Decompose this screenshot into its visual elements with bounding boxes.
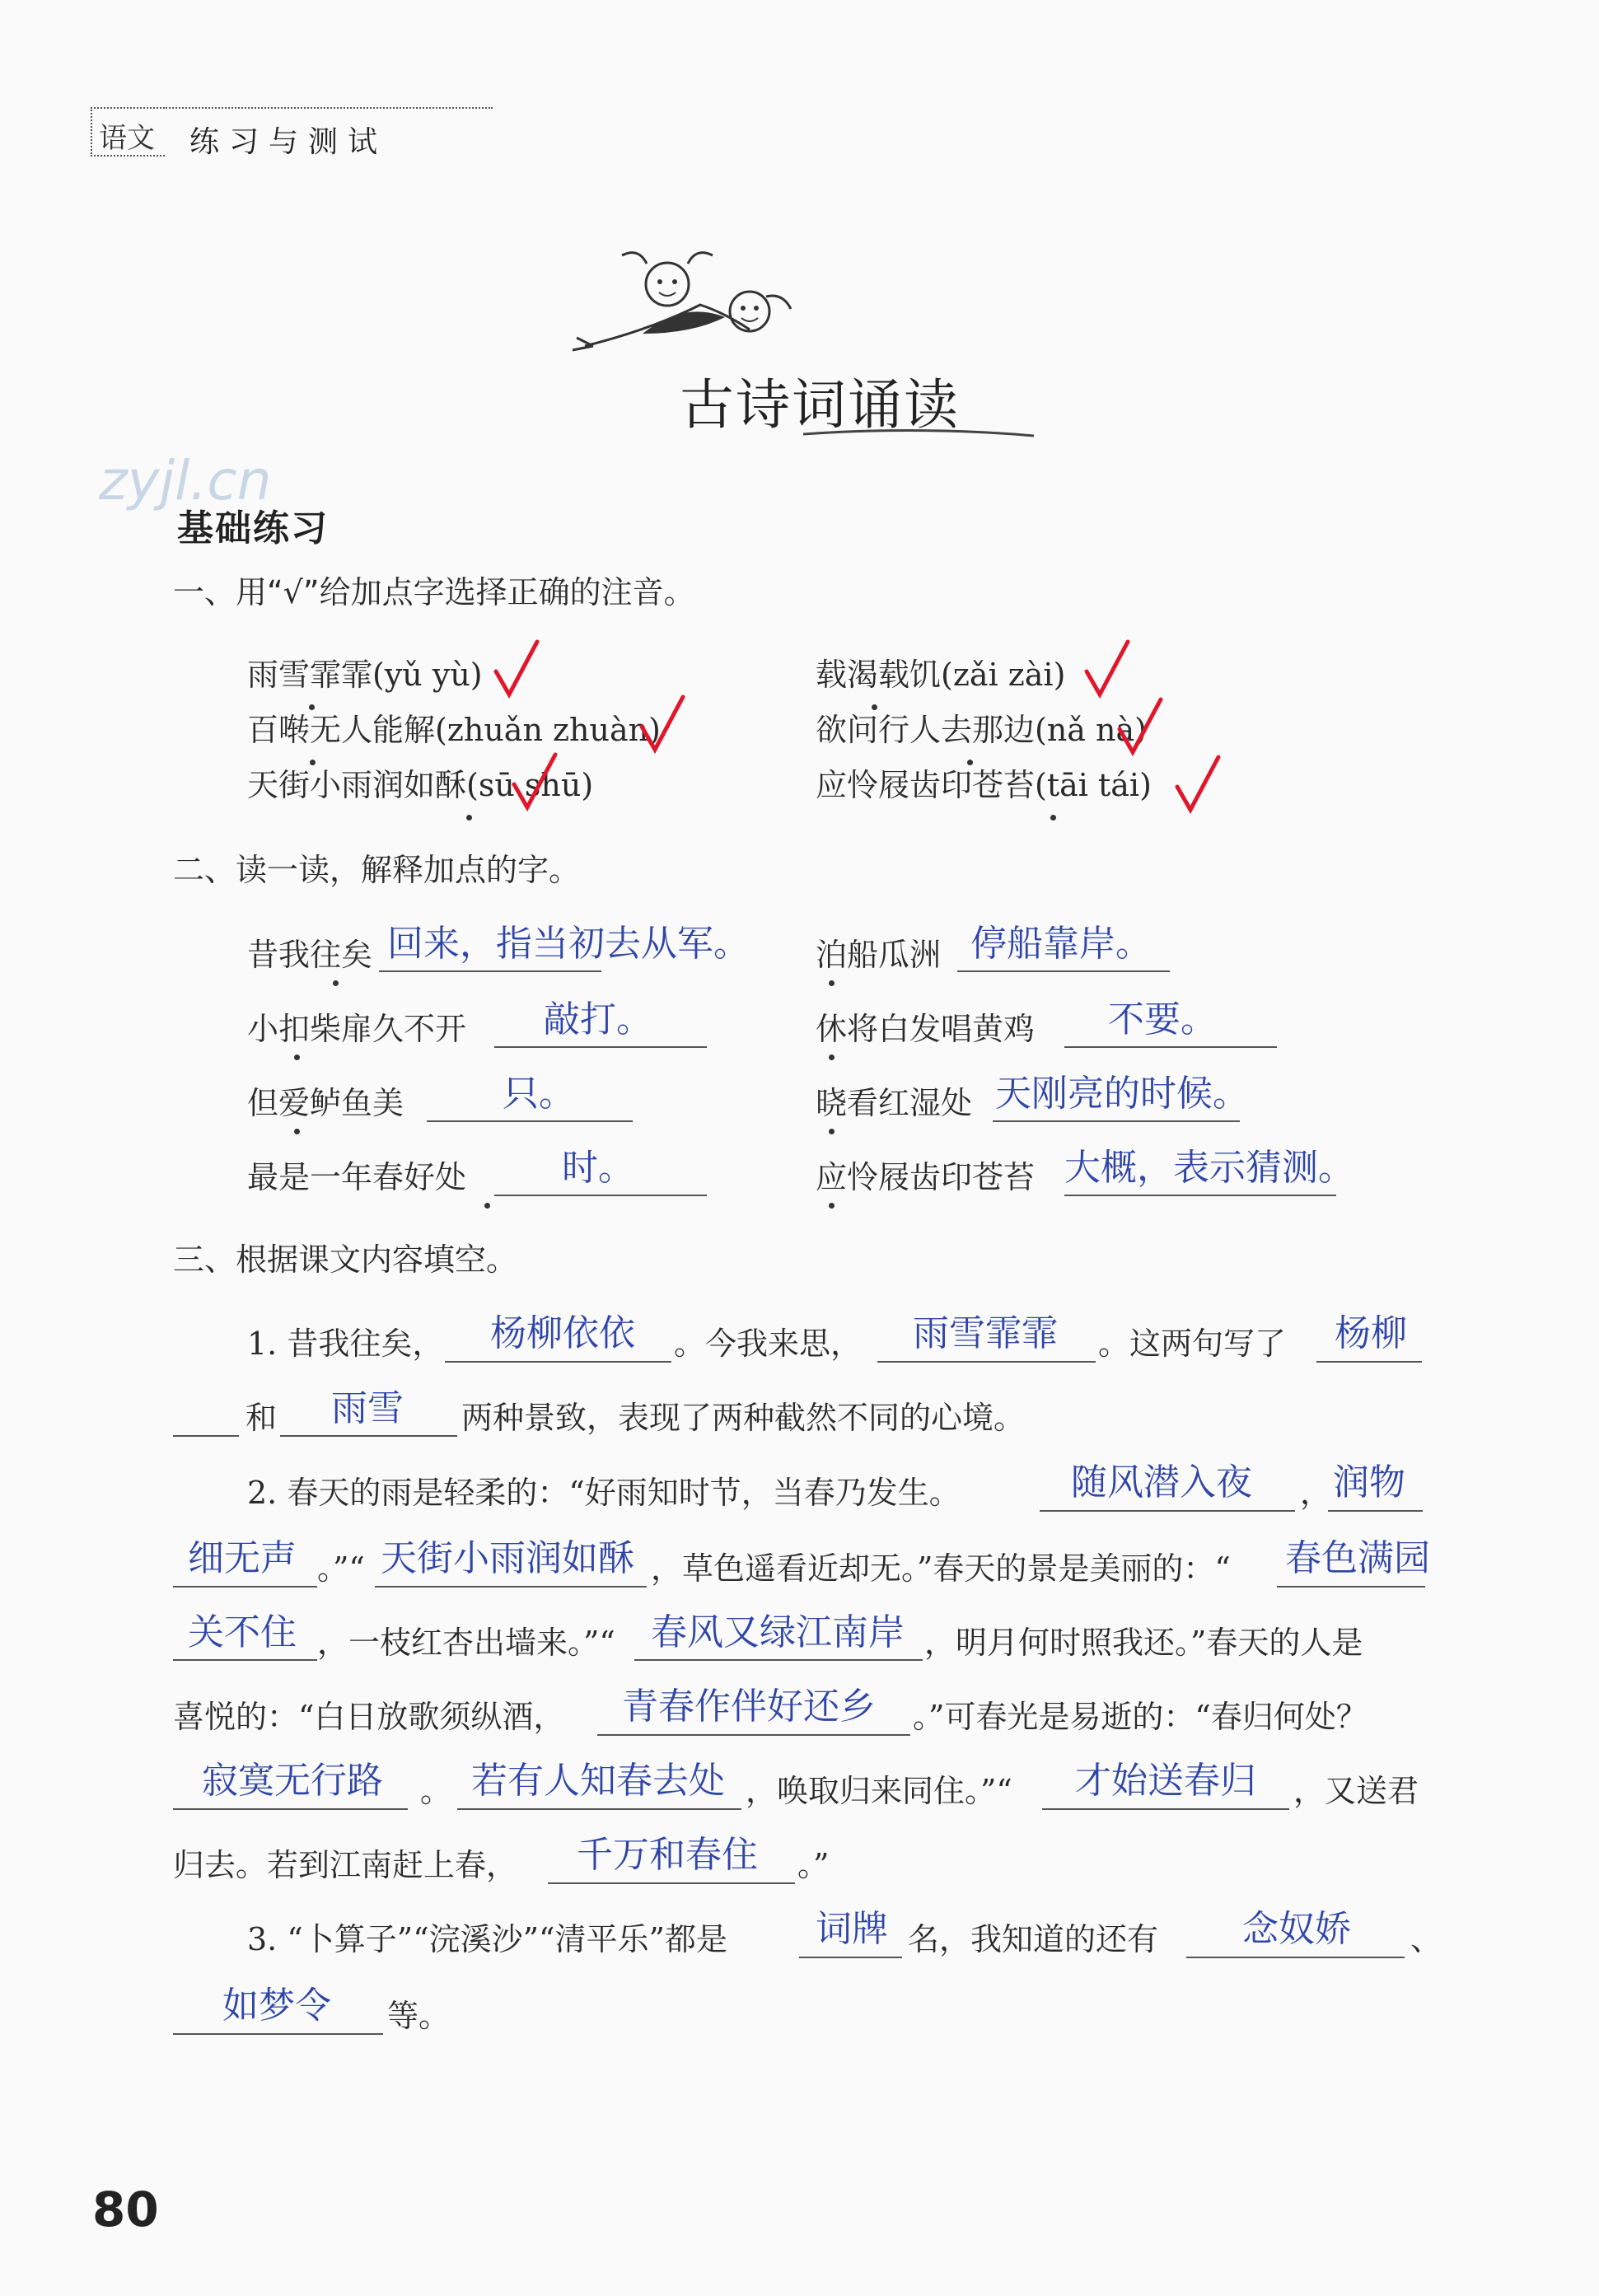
q3-text: 。这两句写了 bbox=[1098, 1326, 1287, 1362]
q3-text: ，草色遥看近却无。”春天的景是美丽的：“ bbox=[651, 1550, 1231, 1587]
emphasis-dot bbox=[872, 704, 877, 710]
q3-text: 。”“ bbox=[317, 1550, 365, 1587]
q2-answer: 大概，表示猜测。 bbox=[1064, 1147, 1354, 1189]
q1-prompt: 一、用“√”给加点字选择正确的注音。 bbox=[173, 574, 695, 610]
q3-text: ，又送君 bbox=[1293, 1773, 1419, 1809]
q3-text: 。 bbox=[420, 1773, 452, 1809]
q3-answer: 青春作伴好还乡 bbox=[622, 1686, 876, 1728]
kids-illustration bbox=[560, 247, 832, 362]
q2-item: 小扣柴扉久不开 bbox=[247, 1011, 467, 1047]
q3-text: 和 bbox=[245, 1400, 278, 1436]
emphasis-dot bbox=[829, 1054, 835, 1060]
page-title: 古诗词诵读 bbox=[680, 373, 960, 437]
answer-blank bbox=[993, 1120, 1240, 1122]
answer-blank bbox=[1064, 1046, 1277, 1048]
q3-text: 2. 春天的雨是轻柔的：“好雨知时节，当春乃发生。 bbox=[247, 1475, 961, 1511]
emphasis-dot bbox=[294, 1129, 300, 1134]
q3-answer: 细无声 bbox=[188, 1537, 297, 1579]
q3-answer: 杨柳依依 bbox=[490, 1312, 635, 1354]
answer-blank bbox=[173, 2033, 383, 2035]
answer-blank bbox=[173, 1808, 408, 1810]
q3-text: 。”可春光是易逝的：“春归何处？ bbox=[913, 1699, 1368, 1735]
q3-answer: 关不住 bbox=[188, 1611, 297, 1653]
answer-blank bbox=[494, 1195, 707, 1196]
q3-answer: 雨雪霏霏 bbox=[913, 1312, 1058, 1354]
header-subject: 语文 bbox=[99, 122, 155, 155]
q3-text: 喜悦的：“白日放歌须纵酒， bbox=[173, 1699, 565, 1735]
answer-blank bbox=[548, 1882, 795, 1884]
answer-blank bbox=[173, 1659, 317, 1661]
q2-answer: 只。 bbox=[503, 1073, 575, 1115]
q3-text: 。” bbox=[797, 1847, 830, 1883]
q3-text: ， bbox=[1300, 1475, 1332, 1511]
q3-text: 1. 昔我往矣， bbox=[247, 1326, 444, 1362]
q2-item: 泊船瓜洲 bbox=[816, 937, 942, 973]
q2-prompt: 二、读一读，解释加点的字。 bbox=[173, 852, 581, 888]
emphasis-dot bbox=[967, 760, 973, 765]
q3-text: 等。 bbox=[387, 1998, 451, 2034]
header-dotted-line bbox=[163, 107, 493, 109]
q2-answer: 不要。 bbox=[1108, 998, 1217, 1040]
check-mark-icon bbox=[1116, 696, 1166, 762]
q1-item: 雨雪霏霏(yǔ yù) bbox=[247, 657, 483, 693]
answer-blank bbox=[597, 1734, 910, 1736]
q3-answer: 念奴娇 bbox=[1242, 1908, 1351, 1950]
q3-answer: 雨雪 bbox=[331, 1387, 404, 1429]
q2-answer: 停船靠岸。 bbox=[970, 923, 1152, 965]
answer-blank bbox=[379, 970, 601, 972]
q3-text: 名，我知道的还有 bbox=[908, 1921, 1159, 1957]
q2-answer: 回来，指当初去从军。 bbox=[387, 923, 750, 965]
answer-blank bbox=[957, 970, 1170, 972]
q1-item: 应怜屐齿印苍苔(tāi tái) bbox=[816, 767, 1152, 803]
emphasis-dot bbox=[829, 1129, 835, 1134]
answer-blank bbox=[877, 1361, 1096, 1363]
q3-answer: 润物 bbox=[1333, 1461, 1405, 1503]
q3-answer: 天街小雨润如酥 bbox=[381, 1537, 634, 1579]
q3-text: 两种景致，表现了两种截然不同的心境。 bbox=[461, 1400, 1026, 1436]
q3-answer: 才始送春归 bbox=[1075, 1760, 1256, 1802]
q1-item: 天街小雨润如酥(sū shū) bbox=[247, 767, 594, 803]
check-mark-icon bbox=[1083, 638, 1133, 704]
emphasis-dot bbox=[1050, 815, 1056, 821]
q1-item: 百啭无人能解(zhuǎn zhuàn) bbox=[247, 712, 661, 748]
answer-blank bbox=[445, 1361, 671, 1363]
answer-blank bbox=[427, 1120, 633, 1122]
answer-blank bbox=[799, 1957, 902, 1958]
answer-blank bbox=[1186, 1957, 1405, 1958]
emphasis-dot bbox=[333, 980, 339, 986]
answer-blank bbox=[173, 1586, 317, 1588]
emphasis-dot bbox=[309, 704, 315, 710]
header-book: 练习与测试 bbox=[189, 125, 388, 159]
q2-item: 应怜屐齿印苍苔 bbox=[816, 1159, 1036, 1195]
answer-blank bbox=[457, 1808, 741, 1810]
page-number: 80 bbox=[92, 2181, 159, 2238]
q2-answer: 天刚亮的时候。 bbox=[995, 1073, 1249, 1115]
emphasis-dot bbox=[310, 760, 316, 765]
header bbox=[91, 107, 420, 157]
q3-text: 、 bbox=[1410, 1921, 1442, 1957]
answer-blank bbox=[173, 1435, 239, 1437]
q1-item: 载渴载饥(zǎi zài) bbox=[816, 657, 1066, 693]
answer-blank bbox=[1277, 1586, 1425, 1588]
q2-item: 最是一年春好处 bbox=[247, 1159, 467, 1195]
q2-answer: 时。 bbox=[562, 1147, 634, 1189]
q3-answer: 词牌 bbox=[816, 1908, 888, 1950]
q3-text: ，明月何时照我还。”春天的人是 bbox=[924, 1625, 1363, 1661]
emphasis-dot bbox=[484, 1203, 490, 1209]
emphasis-dot bbox=[829, 1203, 835, 1209]
q3-text: 3. “卜算子”“浣溪沙”“清平乐”都是 bbox=[247, 1921, 727, 1957]
q3-text: ，一枝红杏出墙来。”“ bbox=[317, 1625, 615, 1661]
answer-blank bbox=[1328, 1510, 1423, 1512]
emphasis-dot bbox=[466, 815, 472, 821]
watermark: zyjl.cn bbox=[99, 449, 272, 512]
q2-item: 晓看红湿处 bbox=[816, 1085, 973, 1121]
q3-answer: 春风又绿江南岸 bbox=[651, 1611, 905, 1653]
emphasis-dot bbox=[829, 980, 835, 986]
check-mark-icon bbox=[511, 751, 560, 817]
check-mark-icon bbox=[493, 638, 542, 704]
q3-answer: 寂寞无行路 bbox=[202, 1760, 383, 1802]
answer-blank bbox=[280, 1435, 457, 1437]
answer-blank bbox=[1316, 1361, 1422, 1363]
q2-item: 休将白发唱黄鸡 bbox=[816, 1011, 1036, 1047]
q3-text: ，唤取归来同住。”“ bbox=[746, 1773, 1012, 1809]
q3-text: 。今我来思， bbox=[674, 1326, 863, 1362]
answer-blank bbox=[1064, 1195, 1336, 1196]
section-basic-heading: 基础练习 bbox=[177, 507, 329, 549]
check-mark-icon bbox=[638, 694, 688, 760]
q3-answer: 如梦令 bbox=[222, 1985, 331, 2027]
q3-answer: 杨柳 bbox=[1335, 1312, 1407, 1354]
check-mark-icon bbox=[1174, 754, 1223, 820]
q2-item: 但爱鲈鱼美 bbox=[247, 1085, 404, 1121]
answer-blank bbox=[375, 1586, 647, 1588]
q2-item: 昔我往矣 bbox=[247, 937, 373, 973]
answer-blank bbox=[634, 1659, 923, 1661]
q3-text: 归去。若到江南赶上春， bbox=[173, 1847, 518, 1883]
q3-answer: 千万和春住 bbox=[577, 1834, 758, 1876]
answer-blank bbox=[1042, 1808, 1289, 1810]
q3-prompt: 三、根据课文内容填空。 bbox=[173, 1242, 518, 1278]
q3-answer: 随风潜入夜 bbox=[1071, 1461, 1252, 1503]
q3-answer: 春色满园 bbox=[1285, 1537, 1430, 1579]
title-underline bbox=[799, 424, 1038, 441]
answer-blank bbox=[494, 1046, 707, 1048]
q2-answer: 敲打。 bbox=[544, 998, 652, 1040]
q1-item: 欲问行人去那边(nǎ nà) bbox=[816, 712, 1147, 748]
q3-answer: 若有人知春去处 bbox=[471, 1760, 725, 1802]
answer-blank bbox=[1040, 1510, 1295, 1512]
emphasis-dot bbox=[294, 1054, 300, 1060]
